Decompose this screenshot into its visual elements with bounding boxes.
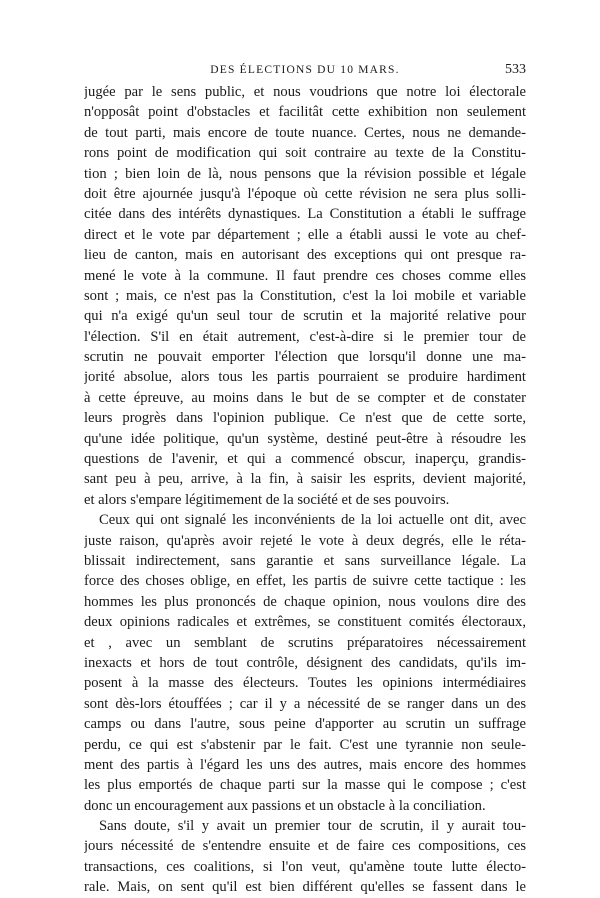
text-line: doit être ajournée jusqu'à l'époque où cette révision ne sera plus solli- <box>84 185 526 202</box>
text-line: jugée par le sens public, et nous voudrions que notre loi électorale <box>84 84 526 100</box>
text-line: rale. Mais, on sent qu'il est bien différent qu'elles se fassent dans le <box>84 879 526 896</box>
paragraph-end-line: et alors s'empare légitimement de la société et de ses pouvoirs. <box>84 491 450 508</box>
paragraph-start-line: Ceux qui ont signalé les inconvénients de la loi actuelle ont dit, avec <box>99 512 526 529</box>
body-text <box>84 82 526 898</box>
text-line: à cette épreuve, au moins dans le but de se compter et de constater <box>84 389 526 406</box>
text-line: citée dans des intérêts dynastiques. La Constitution a établi le suffrage <box>84 206 526 223</box>
text-line: sont dès-lors étouffées ; car il y a nécessité de se ranger dans un des <box>84 695 526 712</box>
page-number: 533 <box>505 62 526 77</box>
text-line: et , avec un semblant de scrutins préparatoires nécessairement <box>84 634 526 651</box>
running-title: DES ÉLECTIONS DU 10 MARS. <box>210 64 400 76</box>
text-line: inexacts et hors de tout contrôle, désignent des candidats, qu'ils im- <box>84 654 526 671</box>
text-line: jorité absolue, alors tous les partis pourraient se produire hardiment <box>84 369 526 386</box>
text-line: posent à la masse des électeurs. Toutes les opinions intermédiaires <box>84 675 526 692</box>
text-line: sant peu à peu, arrive, à la fin, à saisir les esprits, devient majorité, <box>84 471 526 488</box>
text-line: lieu de canton, mais en autorisant des exceptions qui ont presque ra- <box>84 247 526 264</box>
text-line: mené le vote à la commune. Il faut prendre ces choses comme elles <box>84 267 526 284</box>
text-line: sont ; mais, ce n'est pas la Constitution, c'est la loi mobile et variable <box>84 287 526 304</box>
text-line: rons point de modification qui soit contraire au texte de la Constitu- <box>84 145 526 162</box>
paragraph-start-line: Sans doute, s'il y avait un premier tour de scrutin, il y aurait tou- <box>99 818 526 835</box>
text-line: camps ou dans l'autre, sous peine d'apporter au scrutin un suffrage <box>84 716 526 733</box>
text-line: qui n'a exigé qu'un seul tour de scrutin et la majorité relative pour <box>84 308 526 325</box>
text-line: qu'une idée politique, qu'un système, destiné peut-être à résoudre les <box>84 430 526 447</box>
text-line: scrutin ne pouvait emporter l'élection que lorsqu'il donne une ma- <box>84 349 526 366</box>
text-line: de tout parti, mais encore de toute nuance. Certes, nous ne demande- <box>84 124 526 141</box>
text-line: jours nécessité de s'entendre ensuite et de faire ces compositions, ces <box>84 838 526 855</box>
text-line: force des choses oblige, en effet, les partis de suivre cette tactique : les <box>84 573 526 590</box>
text-line: direct et le vote par département ; elle a établi aussi le vote au chef- <box>84 226 526 243</box>
text-line: transactions, ces coalitions, si l'on veut, qu'amène toute lutte électo- <box>84 858 526 875</box>
text-line: ment des partis à l'égard les uns des autres, mais encore des hommes <box>84 756 526 773</box>
text-line: deux opinions radicales et extrêmes, se constituent comités électoraux, <box>84 614 526 631</box>
text-line: hommes les plus prononcés de chaque opinion, nous voulons dire des <box>84 593 526 610</box>
text-line: perdu, ce qui est s'abstenir par le fait. C'est une tyrannie non seule- <box>84 736 526 753</box>
text-line: juste raison, qu'après avoir rejeté le vote à deux degrés, elle le réta- <box>84 532 526 549</box>
paragraph-end-line: donc un encouragement aux passions et un obstacle à la conciliation. <box>84 797 486 814</box>
text-line: tion ; bien loin de là, nous pensons que la révision possible et légale <box>84 165 526 182</box>
text-line: les plus emportés de chaque parti sur la masse qui le compose ; c'est <box>84 777 526 794</box>
text-line: leurs progrès dans l'opinion publique. Ce n'est que de cette sorte, <box>84 410 526 427</box>
text-line: blissait indirectement, sans garantie et sans surveillance légale. La <box>84 552 526 569</box>
text-line: questions de l'avenir, et qui a commencé obscur, inaperçu, grandis- <box>84 451 526 468</box>
text-line: l'élection. S'il en était autrement, c'est-à-dire si le premier tour de <box>84 328 526 345</box>
text-line: n'opposât point d'obstacles et facilitât cette exhibition non seulement <box>84 104 526 121</box>
running-header <box>84 62 526 82</box>
